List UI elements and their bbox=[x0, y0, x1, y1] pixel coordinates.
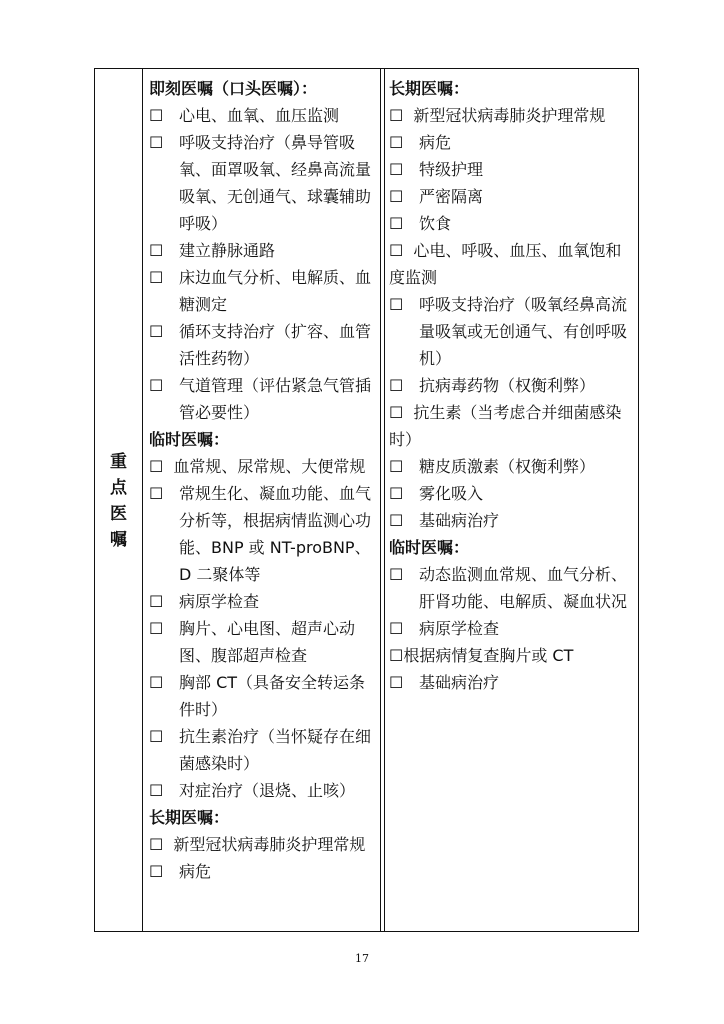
item-text: 对症治疗（退烧、止咳） bbox=[179, 781, 356, 800]
checklist-item bbox=[389, 102, 634, 129]
checkbox-icon[interactable]: ☐ bbox=[389, 160, 404, 179]
longterm-orders-heading: 长期医嘱： bbox=[389, 79, 470, 98]
checklist-item bbox=[389, 642, 634, 669]
checklist-item bbox=[149, 723, 377, 777]
item-text: 严密隔离 bbox=[419, 187, 484, 206]
checklist-item bbox=[389, 156, 634, 183]
item-text: 特级护理 bbox=[419, 160, 484, 179]
checkbox-icon[interactable]: ☐ bbox=[149, 673, 164, 692]
item-text: 雾化吸入 bbox=[419, 484, 484, 503]
checkbox-icon[interactable]: ☐ bbox=[389, 511, 404, 530]
row-label-char: 嘱 bbox=[110, 530, 127, 550]
checkbox-icon[interactable]: ☐ bbox=[149, 133, 164, 152]
item-text: 呼吸支持治疗（吸氧经鼻高流量吸氧或无创通气、有创呼吸机） bbox=[419, 295, 628, 368]
checklist-item bbox=[389, 372, 634, 399]
item-text: 病危 bbox=[179, 862, 212, 881]
item-text: 心电、血氧、血压监测 bbox=[179, 106, 340, 125]
checklist-item bbox=[149, 372, 377, 426]
item-text: 新型冠状病毒肺炎护理常规 bbox=[413, 106, 606, 125]
checkbox-icon[interactable]: ☐ bbox=[389, 457, 404, 476]
checkbox-icon[interactable]: ☐ bbox=[149, 106, 164, 125]
item-text: 胸部 CT（具备安全转运条件时） bbox=[179, 673, 366, 719]
checkbox-icon[interactable]: ☐ bbox=[389, 646, 404, 665]
item-text: 常规生化、凝血功能、血气分析等，根据病情监测心功能、BNP 或 NT-proBNP、D 二聚体等 bbox=[179, 484, 372, 584]
checklist-item bbox=[389, 129, 634, 156]
checkbox-icon[interactable]: ☐ bbox=[389, 619, 404, 638]
checklist-item bbox=[149, 237, 377, 264]
checkbox-icon[interactable]: ☐ bbox=[149, 592, 164, 611]
longterm-orders-heading: 长期医嘱： bbox=[149, 808, 230, 827]
checklist-item bbox=[149, 129, 377, 237]
row-label bbox=[95, 449, 142, 553]
right-column bbox=[389, 75, 634, 696]
checklist-item bbox=[149, 318, 377, 372]
checklist-item bbox=[389, 210, 634, 237]
checkbox-icon[interactable]: ☐ bbox=[389, 214, 404, 233]
checklist-item bbox=[149, 102, 377, 129]
item-text: 基础病治疗 bbox=[419, 511, 500, 530]
checkbox-icon[interactable]: ☐ bbox=[149, 781, 164, 800]
checkbox-icon[interactable]: ☐ bbox=[149, 457, 164, 476]
checklist-item bbox=[389, 183, 634, 210]
checklist-item bbox=[149, 777, 377, 804]
checkbox-icon[interactable]: ☐ bbox=[389, 187, 404, 206]
checkbox-icon[interactable]: ☐ bbox=[389, 484, 404, 503]
checklist-item bbox=[389, 669, 634, 696]
item-text: 病原学检查 bbox=[179, 592, 260, 611]
checkbox-icon[interactable]: ☐ bbox=[389, 403, 404, 422]
item-text: 抗病毒药物（权衡利弊） bbox=[419, 376, 596, 395]
item-text: 根据病情复查胸片或 CT bbox=[403, 646, 574, 665]
checkbox-icon[interactable]: ☐ bbox=[389, 295, 404, 314]
checklist-item bbox=[149, 480, 377, 588]
checkbox-icon[interactable]: ☐ bbox=[149, 241, 164, 260]
checklist-item bbox=[389, 399, 634, 453]
orders-table bbox=[94, 68, 639, 932]
item-text: 动态监测血常规、血气分析、肝肾功能、电解质、凝血状况 bbox=[419, 565, 628, 611]
item-text: 床边血气分析、电解质、血糖测定 bbox=[179, 268, 372, 314]
checklist-item bbox=[149, 264, 377, 318]
checklist-item bbox=[389, 453, 634, 480]
row-label-char: 医 bbox=[110, 504, 127, 524]
item-text: 心电、呼吸、血压、血氧饱和度监测 bbox=[389, 241, 622, 287]
item-text: 病危 bbox=[419, 133, 452, 152]
left-column bbox=[149, 75, 377, 885]
row-label-char: 点 bbox=[110, 478, 127, 498]
checklist-item bbox=[149, 831, 377, 858]
checklist-item bbox=[149, 588, 377, 615]
column-divider bbox=[142, 69, 143, 931]
checkbox-icon[interactable]: ☐ bbox=[149, 268, 164, 287]
checklist-item bbox=[389, 561, 634, 615]
row-label-char: 重 bbox=[110, 452, 127, 472]
checkbox-icon[interactable]: ☐ bbox=[149, 322, 164, 341]
checkbox-icon[interactable]: ☐ bbox=[389, 106, 404, 125]
checklist-item bbox=[149, 858, 377, 885]
item-text: 血常规、尿常规、大便常规 bbox=[173, 457, 366, 476]
temporary-orders-heading: 临时医嘱： bbox=[389, 538, 470, 557]
item-text: 抗生素治疗（当怀疑存在细菌感染时） bbox=[179, 727, 372, 773]
item-text: 建立静脉通路 bbox=[179, 241, 276, 260]
item-text: 抗生素（当考虑合并细菌感染时） bbox=[389, 403, 622, 449]
checklist-item bbox=[149, 615, 377, 669]
immediate-orders-heading: 即刻医嘱（口头医嘱）： bbox=[149, 79, 318, 98]
checklist-item bbox=[389, 291, 634, 372]
item-text: 新型冠状病毒肺炎护理常规 bbox=[173, 835, 366, 854]
checkbox-icon[interactable]: ☐ bbox=[389, 565, 404, 584]
item-text: 胸片、心电图、超声心动图、腹部超声检查 bbox=[179, 619, 356, 665]
item-text: 气道管理（评估紧急气管插管必要性） bbox=[179, 376, 372, 422]
checklist-item bbox=[389, 507, 634, 534]
item-text: 基础病治疗 bbox=[419, 673, 500, 692]
checklist-item bbox=[389, 615, 634, 642]
column-divider bbox=[384, 69, 385, 931]
checkbox-icon[interactable]: ☐ bbox=[149, 376, 164, 395]
checklist-item bbox=[149, 453, 377, 480]
checklist-item bbox=[149, 669, 377, 723]
temporary-orders-heading: 临时医嘱： bbox=[149, 430, 230, 449]
item-text: 糖皮质激素（权衡利弊） bbox=[419, 457, 596, 476]
checkbox-icon[interactable]: ☐ bbox=[149, 862, 164, 881]
checklist-item bbox=[389, 237, 634, 291]
page-number: 17 bbox=[355, 952, 369, 965]
checkbox-icon[interactable]: ☐ bbox=[389, 133, 404, 152]
item-text: 呼吸支持治疗（鼻导管吸氧、面罩吸氧、经鼻高流量吸氧、无创通气、球囊辅助呼吸） bbox=[179, 133, 372, 233]
checkbox-icon[interactable]: ☐ bbox=[389, 673, 404, 692]
checkbox-icon[interactable]: ☐ bbox=[389, 241, 404, 260]
checkbox-icon[interactable]: ☐ bbox=[149, 835, 164, 854]
checklist-item bbox=[389, 480, 634, 507]
item-text: 饮食 bbox=[419, 214, 452, 233]
item-text: 循环支持治疗（扩容、血管活性药物） bbox=[179, 322, 372, 368]
checkbox-icon[interactable]: ☐ bbox=[149, 727, 164, 746]
column-divider bbox=[380, 69, 381, 931]
checkbox-icon[interactable]: ☐ bbox=[149, 484, 164, 503]
item-text: 病原学检查 bbox=[419, 619, 500, 638]
checkbox-icon[interactable]: ☐ bbox=[149, 619, 164, 638]
checkbox-icon[interactable]: ☐ bbox=[389, 376, 404, 395]
